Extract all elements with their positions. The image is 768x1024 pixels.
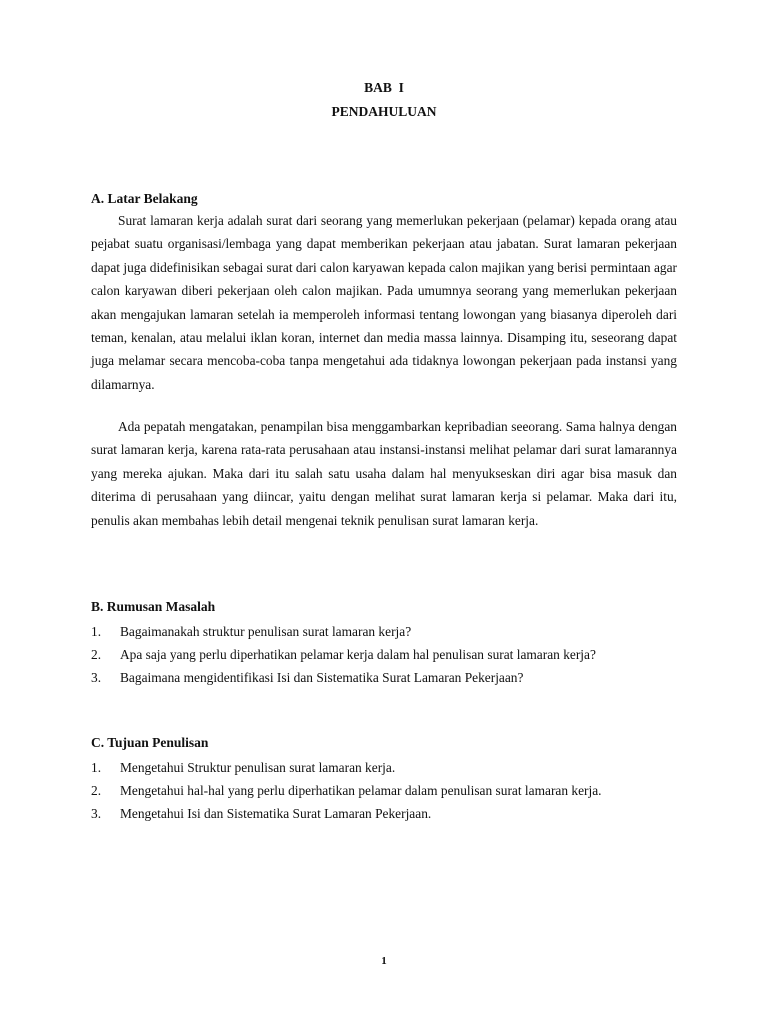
list-item [91,802,691,825]
page-number: 1 [381,955,387,967]
list-item [91,666,691,689]
list-item [91,779,691,802]
list-item [91,643,691,666]
list-item-number: 2. [91,783,102,798]
list-item-text: Mengetahui Isi dan Sistematika Surat Lamaran Pekerjaan. [120,806,432,821]
problem-list [91,620,691,689]
list-item-text: Bagaimanakah struktur penulisan surat lamaran kerja? [120,624,412,639]
list-item-text: Mengetahui hal-hal yang perlu diperhatikan pelamar dalam penulisan surat lamaran kerja. [120,783,602,798]
list-item-text: Apa saja yang perlu diperhatikan pelamar kerja dalam hal penulisan surat lamaran kerja? [120,647,596,662]
list-item [91,756,691,779]
list-item-number: 1. [91,760,102,775]
section-a-heading: A. Latar Belakang [91,191,198,206]
list-item-number: 1. [91,624,102,639]
list-item-text: Bagaimana mengidentifikasi Isi dan Sistematika Surat Lamaran Pekerjaan? [120,670,524,685]
chapter-title: PENDAHULUAN [331,104,437,119]
list-item-text: Mengetahui Struktur penulisan surat lamaran kerja. [120,760,396,775]
list-item [91,620,691,643]
paragraph: Surat lamaran kerja adalah surat dari seorang yang memerlukan pekerjaan (pelamar) kepada orang atau pejabat suatu organisasi/lembaga yang dapat memberikan pekerjaan atau jabatan. Surat lamaran pekerjaan dapat juga didefinisikan sebagai surat dari calon karyawan kepada calon majikan yang berisi permintaan agar calon karyawan diberi pekerjaan oleh calon majikan. Pada umumnya seorang yang memerlukan pekerjaan akan mengajukan lamaran setelah ia memperoleh informasi tentang lowongan yang biasanya diperoleh dari teman, kenalan, atau melalui iklan koran, internet dan media massa lainnya. Disamping itu, seseorang dapat juga melamar secara mencoba-coba tanpa mengetahui ada tidaknya lowongan pekerjaan pada instansi yang dilamarnya. [91,213,677,392]
section-b-heading: B. Rumusan Masalah [91,599,216,614]
purpose-list [91,756,691,825]
section-c-heading: C. Tujuan Penulisan [91,735,209,750]
paragraph: Ada pepatah mengatakan, penampilan bisa menggambarkan kepribadian seeorang. Sama halnya dengan surat lamaran kerja, karena rata-rata perusahaan atau instansi-instansi melihat pelamar dari surat lamarannya yang mereka ajukan. Maka dari itu salah satu usaha dalam hal menyukseskan diri agar bisa masuk dan diterima di perusahaan yang diincar, yaitu dengan melihat surat lamaran kerja si pelamar. Maka dari itu, penulis akan membahas lebih detail mengenai teknik penulisan surat lamaran kerja. [91,419,677,528]
chapter-label: BAB I [364,80,404,95]
list-item-number: 3. [91,670,102,685]
list-item-number: 3. [91,806,102,821]
list-item-number: 2. [91,647,102,662]
